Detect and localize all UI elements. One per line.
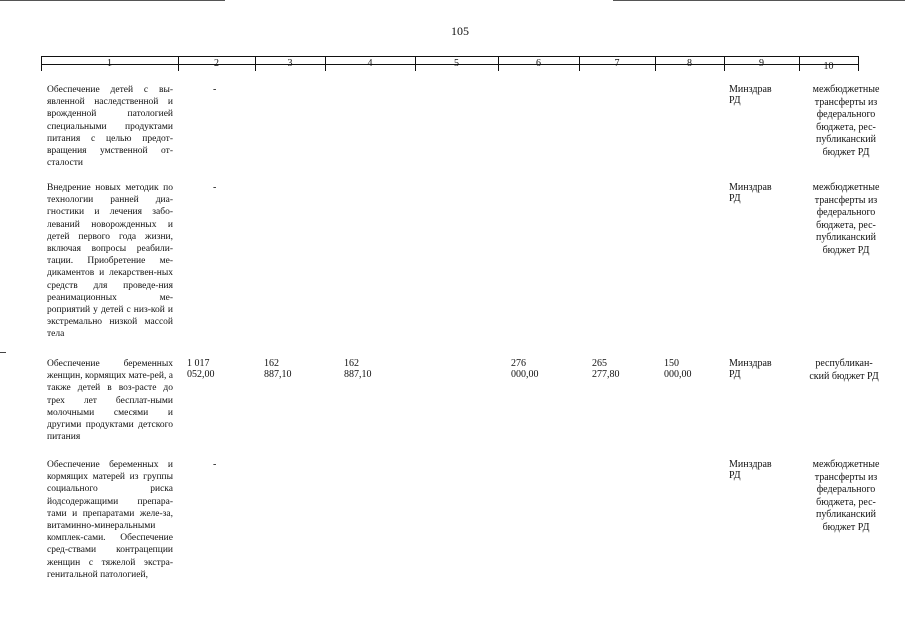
row-col2-value: - <box>213 182 217 193</box>
row-col2-value: - <box>213 84 217 95</box>
page-number: 105 <box>451 24 469 38</box>
header-divider <box>858 56 859 71</box>
margin-mark <box>0 352 6 353</box>
column-header-8: 8 <box>687 58 692 69</box>
column-header-4: 4 <box>367 58 373 69</box>
row-description: Обеспечение детей с вы-явленной наследственной и врожденной патологией специальными продуктами питания с целью предот-вращения умственной от-сталости <box>47 85 173 169</box>
column-header-1: 1 <box>107 58 112 69</box>
row-funding-source: межбюджетные трансферты из федерального бюджета, рес-публиканский бюджет РД <box>812 459 880 533</box>
top-edge-rule-left <box>0 0 225 1</box>
row-col2-value: - <box>213 459 217 470</box>
row-col2-value: 1 017 052,00 <box>187 358 215 380</box>
row-funding-source: межбюджетные трансферты из федерального бюджета, рес-публиканский бюджет РД <box>812 84 880 158</box>
row-funding-source: республикан-ский бюджет РД <box>809 358 879 382</box>
row-executor: Минздрав РД <box>729 459 772 481</box>
column-header-5: 5 <box>454 58 459 69</box>
row-col7-value: 265 277,80 <box>592 358 620 380</box>
top-edge-rule-right <box>613 0 905 1</box>
table-header <box>41 56 859 74</box>
header-top-rule <box>41 56 859 57</box>
row-description: Обеспечение беременных и кормящих матерей из группы социального риска йодсодержащими препара-тами и препаратами желе-за, витаминно-минеральными комплек-сами. Обеспечение сред-ствами контрацепции женщин с тяжелой экстра-генитальной патологией, <box>47 460 173 580</box>
row-col4-value: 162 887,10 <box>344 358 372 380</box>
column-header-2: 2 <box>214 58 219 69</box>
row-col3-value: 162 887,10 <box>264 358 292 380</box>
row-col6-value: 276 000,00 <box>511 358 539 380</box>
row-description: Обеспечение беременных женщин, кормящих мате-рей, а также детей в воз-расте до трех лет бесплат-ными молочными смесями и другими продуктами детского питания <box>47 359 173 443</box>
column-header-9: 9 <box>759 58 764 69</box>
row-executor: Минздрав РД <box>729 182 772 204</box>
column-header-10: 10 <box>823 61 834 72</box>
row-description: Внедрение новых методик по технологии ранней диа-гностики и лечения забо-леваний новорожденных и детей первого года жизни, включая вопросы реабили-тации. Приобретение ме-дикаментов и лекарствен-ных средств для проведе-ния реанимационных ме-роприятий у детей с низ-кой и экстремально низкой массой тела <box>47 183 173 340</box>
column-header-3: 3 <box>287 58 293 69</box>
column-header-7: 7 <box>614 58 620 69</box>
column-header-6: 6 <box>536 58 541 69</box>
row-executor: Минздрав РД <box>729 358 772 380</box>
row-executor: Минздрав РД <box>729 84 772 106</box>
row-funding-source: межбюджетные трансферты из федерального бюджета, рес-публиканский бюджет РД <box>812 182 880 256</box>
row-col8-value: 150 000,00 <box>664 358 692 380</box>
